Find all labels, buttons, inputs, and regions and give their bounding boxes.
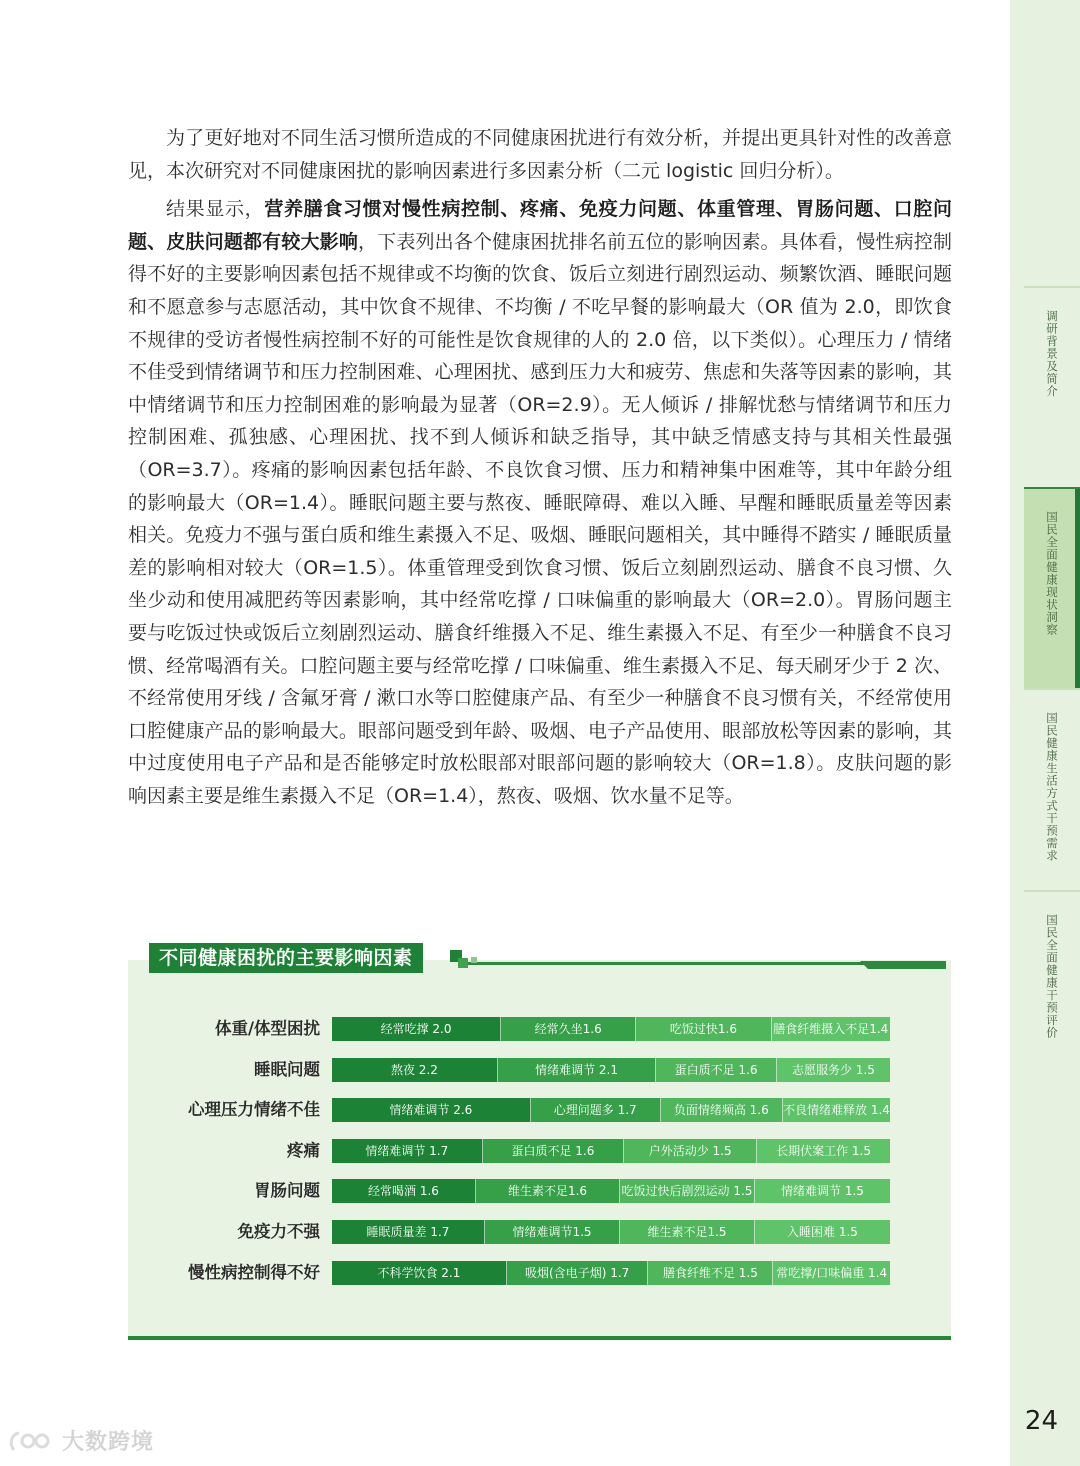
factor-segment: 入睡困难 1.5 xyxy=(755,1220,890,1244)
factor-segment: 膳食纤维不足 1.5 xyxy=(648,1261,773,1285)
factor-segment: 经常吃撑 2.0 xyxy=(332,1017,501,1041)
side-tab-label: 调研背景及简介 xyxy=(1045,310,1059,398)
factor-segment: 经常久坐1.6 xyxy=(501,1017,636,1041)
factor-bar xyxy=(332,1098,890,1122)
factor-segment: 长期伏案工作 1.5 xyxy=(757,1139,890,1163)
factor-segment: 负面情绪频高 1.6 xyxy=(661,1098,783,1122)
factor-bar xyxy=(332,1220,890,1244)
row-label: 体重/体型困扰 xyxy=(214,1019,320,1038)
row-label: 慢性病控制得不好 xyxy=(188,1263,320,1282)
chart-title: 不同健康困扰的主要影响因素 xyxy=(149,943,423,973)
paragraph xyxy=(128,193,952,812)
factor-segment: 常吃撑/口味偏重 1.4 xyxy=(773,1261,890,1285)
chart-header-rule xyxy=(466,962,946,965)
page-number: 24 xyxy=(1024,1406,1058,1436)
factor-segment: 蛋白质不足 1.6 xyxy=(483,1139,625,1163)
watermark-logo-icon xyxy=(8,1428,56,1454)
factor-bar xyxy=(332,1179,890,1203)
header-decoration-squares xyxy=(450,948,490,972)
side-tab-label: 国民全面健康干预评价 xyxy=(1045,914,1059,1039)
row-label: 免疫力不强 xyxy=(237,1222,320,1241)
factor-bar xyxy=(332,1139,890,1163)
side-tab[interactable] xyxy=(1024,487,1080,690)
watermark-text: 大数跨境 xyxy=(62,1430,155,1455)
text-run: ，下表列出各个健康困扰排名前五位的影响因素。具体看，慢性病控制得不好的主要影响因素包括不规律或不均衡的饮食、饭后立刻进行剧烈运动、频繁饮酒、睡眠问题和不愿意参与志愿活动，其中饮食不规律、不均衡 / 不吃早餐的影响最大（OR 值为 2.0，即饮食不规律的受访者慢性病控制不好的可能性是饮食规律的人的 2.0 倍，以下类似）。心理压力 / 情绪不佳受到情绪调节和压力控制困难、心理困扰、感到压力大和疲劳、焦虑和失落等因素的影响，其中情绪调节和压力控制困难的影响最为显著（OR=2.9）。无人倾诉 / 排解忧愁与情绪调节和压力控制困难、孤独感、心理困扰、找不到人倾诉和缺乏指导，其中缺乏情感支持与其相关性最强（OR=3.7）。疼痛的影响因素包括年龄、不良饮食习惯、压力和精神集中困难等，其中年龄分组的影响最大（OR=1.4）。睡眠问题主要与熬夜、睡眠障碍、难以入睡、早醒和睡眠质量差等因素相关。免疫力不强与蛋白质和维生素摄入不足、吸烟、睡眠问题相关，其中睡得不踏实 / 睡眠质量差的影响相对较大（OR=1.5）。体重管理受到饮食习惯、饭后立刻剧烈运动、膳食不良习惯、久坐少动和使用减肥药等因素影响，其中经常吃撑 / 口味偏重的影响最大（OR=2.0）。胃肠问题主要与吃饭过快或饭后立刻剧烈运动、膳食纤维摄入不足、维生素摄入不足、有至少一种膳食不良习惯、经常喝酒有关。口腔问题主要与经常吃撑 / 口味偏重、维生素摄入不足、每天刷牙少于 2 次、不经常使用牙线 / 含氟牙膏 / 漱口水等口腔健康产品、有至少一种膳食不良习惯有关，不经常使用口腔健康产品的影响最大。眼部问题受到年龄、吸烟、电子产品使用、眼部放松等因素的影响，其中过度使用电子产品和是否能够定时放松眼部对眼部问题的影响较大（OR=1.8）。皮肤问题的影响因素主要是维生素摄入不足（OR=1.4），熬夜、吸烟、饮水量不足等。 xyxy=(128,230,952,807)
bold-text: 营养膳食习惯对慢性病控制、疼痛、免疫力问题、体重管理、胃肠问题、口腔问题、皮肤问题都有较大影响 xyxy=(128,198,952,253)
factor-segment: 心理问题多 1.7 xyxy=(531,1098,661,1122)
paragraph xyxy=(128,122,952,187)
side-tab[interactable] xyxy=(1024,688,1080,892)
row-label: 胃肠问题 xyxy=(254,1181,320,1200)
factor-segment: 经常喝酒 1.6 xyxy=(332,1179,476,1203)
side-tab[interactable] xyxy=(1024,286,1080,489)
factor-bar xyxy=(332,1261,890,1285)
factor-segment: 情绪难调节 2.1 xyxy=(498,1058,656,1082)
factor-segment: 膳食纤维摄入不足1.4 xyxy=(772,1017,890,1041)
factor-segment: 志愿服务少 1.5 xyxy=(777,1058,890,1082)
factor-segment: 维生素不足1.6 xyxy=(476,1179,620,1203)
watermark xyxy=(8,1425,154,1456)
factor-segment: 不良情绪难释放 1.4 xyxy=(783,1098,890,1122)
factor-segment: 熬夜 2.2 xyxy=(332,1058,498,1082)
factor-segment: 不科学饮食 2.1 xyxy=(332,1261,507,1285)
factor-segment: 睡眠质量差 1.7 xyxy=(332,1220,485,1244)
side-tab-label: 国民健康生活方式干预需求 xyxy=(1045,712,1059,862)
factor-segment: 吃饭过快1.6 xyxy=(636,1017,771,1041)
factor-segment: 吃饭过快后剧烈运动 1.5 xyxy=(620,1179,755,1203)
factor-segment: 情绪难调节1.5 xyxy=(485,1220,620,1244)
side-tab-label: 国民全面健康现状洞察 xyxy=(1045,511,1059,636)
factor-segment: 情绪难调节 1.5 xyxy=(755,1179,890,1203)
text-run: 为了更好地对不同生活习惯所造成的不同健康困扰进行有效分析，并提出更具针对性的改善意见，本次研究对不同健康困扰的影响因素进行多因素分析（二元 logistic 回归分析）。 xyxy=(128,127,952,182)
factor-bar xyxy=(332,1058,890,1082)
side-tab-strip xyxy=(1010,0,1080,1466)
factor-segment: 蛋白质不足 1.6 xyxy=(656,1058,777,1082)
row-label: 疼痛 xyxy=(287,1141,320,1160)
factor-segment: 情绪难调节 1.7 xyxy=(332,1139,483,1163)
text-run: 结果显示， xyxy=(166,198,265,221)
side-tab[interactable] xyxy=(1024,890,1080,1112)
row-label: 心理压力情绪不佳 xyxy=(188,1100,320,1119)
body-text xyxy=(128,122,952,812)
factor-segment: 吸烟(含电子烟) 1.7 xyxy=(507,1261,649,1285)
factor-segment: 情绪难调节 2.6 xyxy=(332,1098,531,1122)
factor-bar xyxy=(332,1017,890,1041)
factor-segment: 户外活动少 1.5 xyxy=(624,1139,757,1163)
row-label: 睡眠问题 xyxy=(254,1060,320,1079)
factor-segment: 维生素不足1.5 xyxy=(620,1220,755,1244)
